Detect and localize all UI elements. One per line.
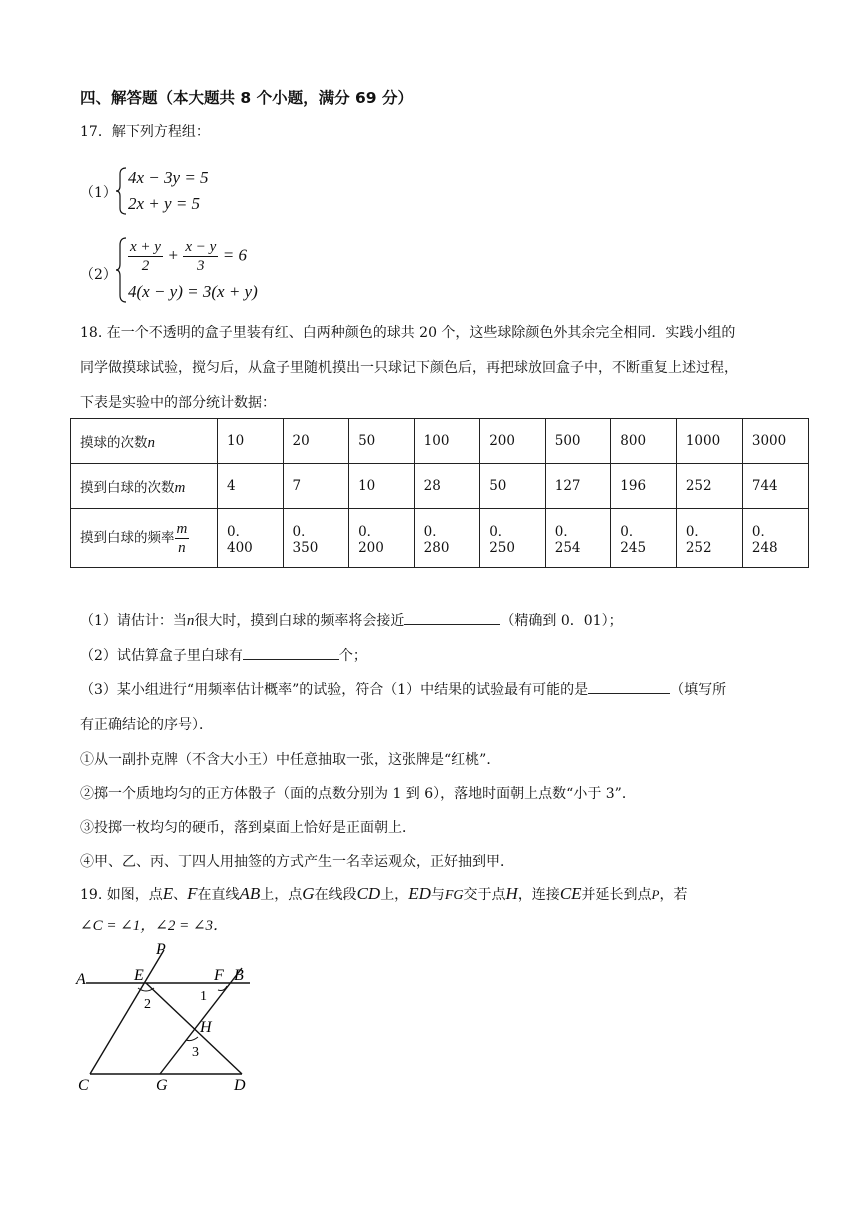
q19-geometry-figure (72, 938, 262, 1098)
q17-part1-label: （1） (80, 185, 117, 201)
table-cell: 0．400 (218, 509, 284, 568)
q18-data-table (70, 418, 809, 568)
label-f: F (214, 967, 224, 984)
label-angle-3: 3 (192, 1045, 199, 1060)
table-cell: 4 (218, 464, 284, 509)
label-angle-2: 2 (144, 997, 151, 1012)
table-row-header: 摸到白球的频率 $\frac{m}{n}$ (71, 509, 218, 568)
frac2-denominator: 3 (197, 258, 205, 274)
table-row (71, 419, 809, 464)
q19-line2: ∠C = ∠1，∠2 = ∠3． (80, 918, 229, 934)
section-title: 四、解答题（本大题共 8 个小题，满分 69 分） (80, 89, 413, 107)
answer-blank-2[interactable] (243, 645, 339, 660)
q18-sub1: （1）请估计：当n很大时，摸到白球的频率将会接近 （精确到 0．01）； (80, 610, 623, 630)
frac2-numerator: x − y (185, 239, 217, 255)
q19-line1: 19. 如图，点E、F在直线AB上，点G在线段CD上，ED与FG交于点H，连接CE并延长到点P，若 (80, 884, 688, 903)
table-cell: 28 (414, 464, 480, 509)
label-angle-1: 1 (200, 989, 207, 1004)
table-cell: 196 (611, 464, 677, 509)
table-cell: 800 (611, 419, 677, 464)
label-d: D (234, 1077, 246, 1094)
table-cell: 3000 (742, 419, 808, 464)
q18-option-1: ①从一副扑克牌（不含大小王）中任意抽取一张，这张牌是“红桃”． (80, 752, 501, 768)
q17-part1-brace (114, 166, 128, 216)
table-cell: 0．250 (480, 509, 546, 568)
q18-intro-line3: 下表是实验中的部分统计数据： (80, 395, 276, 411)
table-cell: 0．248 (742, 509, 808, 568)
table-row (71, 509, 809, 568)
q18-option-4: ④甲、乙、丙、丁四人用抽签的方式产生一名幸运观众，正好抽到甲． (80, 854, 514, 870)
table-cell: 1000 (676, 419, 742, 464)
table-row (71, 464, 809, 509)
q17-heading: 17．解下列方程组： (80, 124, 210, 140)
table-cell: 50 (349, 419, 415, 464)
table-cell: 0．350 (283, 509, 349, 568)
rhs: = 6 (222, 245, 247, 265)
q17-part1-eq1: 4x − 3y = 5 (128, 168, 209, 187)
label-a: A (76, 971, 86, 988)
segment-ed (146, 983, 242, 1074)
q18-sub3-line1: （3）某小组进行“用频率估计概率”的试验，符合（1）中结果的试验最有可能的是 （填写所 (80, 679, 726, 699)
q18-option-2: ②掷一个质地均匀的正方体骰子（面的点数分别为 1 到 6），落地时面朝上点数“小于 3”． (80, 786, 636, 802)
label-p: P (156, 941, 166, 958)
table-row-header: 摸球的次数n (71, 419, 218, 464)
q18-sub2: （2）试估算盒子里白球有 个； (80, 645, 367, 665)
table-cell: 0．200 (349, 509, 415, 568)
table-cell: 0．245 (611, 509, 677, 568)
q17-part2-eq2: 4(x − y) = 3(x + y) (128, 282, 258, 301)
table-cell: 744 (742, 464, 808, 509)
q18-sub3-line2: 有正确结论的序号）． (80, 717, 213, 733)
q17-part2-brace (114, 236, 128, 304)
table-row-header: 摸到白球的次数m (71, 464, 218, 509)
table-cell: 7 (283, 464, 349, 509)
label-h: H (200, 1019, 212, 1036)
q18-option-3: ③投掷一枚均匀的硬币，落到桌面上恰好是正面朝上． (80, 820, 416, 836)
frac1-numerator: x + y (130, 239, 161, 255)
table-cell: 252 (676, 464, 742, 509)
label-b: B (234, 967, 244, 984)
q17-part1-eq2: 2x + y = 5 (128, 194, 201, 213)
q18-intro-line2: 同学做摸球试验，搅匀后，从盒子里随机摸出一只球记下颜色后，再把球放回盒子中，不断重复上述过程， (80, 360, 738, 376)
plus-sign: + (167, 245, 179, 265)
table-cell: 0．280 (414, 509, 480, 568)
line-cp (90, 950, 164, 1074)
q17-part2-eq1 (128, 238, 247, 275)
label-e: E (134, 967, 144, 984)
table-cell: 200 (480, 419, 546, 464)
table-cell: 127 (545, 464, 611, 509)
table-cell: 0．254 (545, 509, 611, 568)
table-cell: 500 (545, 419, 611, 464)
table-cell: 100 (414, 419, 480, 464)
table-cell: 50 (480, 464, 546, 509)
table-cell: 20 (283, 419, 349, 464)
answer-blank-1[interactable] (404, 610, 500, 625)
q17-part2-label: （2） (80, 267, 117, 283)
answer-blank-3[interactable] (588, 679, 670, 694)
label-g: G (156, 1077, 168, 1094)
frac1-denominator: 2 (141, 258, 150, 274)
label-c: C (78, 1077, 89, 1094)
q18-intro-line1: 18. 在一个不透明的盒子里装有红、白两种颜色的球共 20 个，这些球除颜色外其余完全相同．实践小组的 (80, 325, 736, 341)
table-cell: 0．252 (676, 509, 742, 568)
frequency-fraction: $\frac{m}{n}$ (176, 520, 188, 556)
table-cell: 10 (218, 419, 284, 464)
table-cell: 10 (349, 464, 415, 509)
